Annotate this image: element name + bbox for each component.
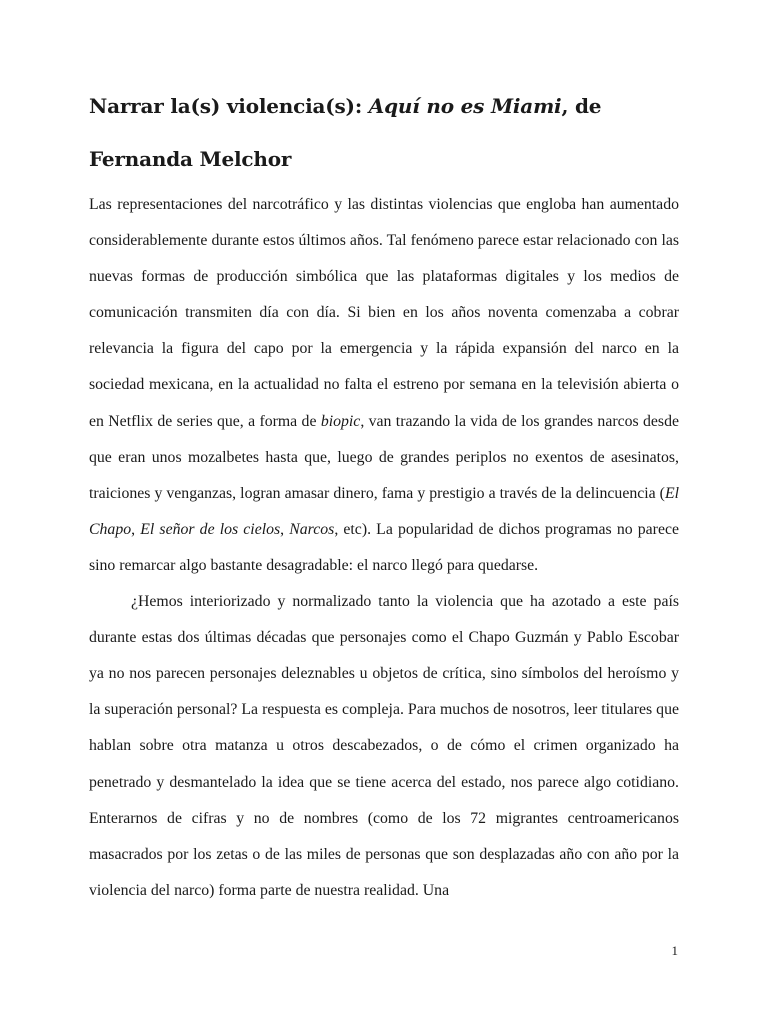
- paragraph-1: [89, 187, 679, 584]
- series-title-el-chapo: El Chapo: [89, 484, 679, 538]
- title-book-name: Aquí no es Miami: [368, 94, 562, 118]
- document-title: [89, 80, 689, 186]
- paragraph-1-separator-2: ,: [280, 520, 290, 538]
- paragraph-1-text-b: , van trazando la vida de los grandes narcos desde que eran unos mozalbetes hasta que, luego de grandes periplos no exentos de asesinatos, traiciones y venganzas, logran amasar dinero, fama y prestigio a través de la delincuencia (: [89, 412, 679, 502]
- document-body: [89, 187, 679, 909]
- series-title-el-senor-de-los-cielos: El señor de los cielos: [140, 520, 281, 538]
- paragraph-2: ¿Hemos interiorizado y normalizado tanto la violencia que ha azotado a este país durante estas dos últimas décadas que personajes como el Chapo Guzmán y Pablo Escobar ya no nos parecen personajes deleznables u objetos de crítica, sino símbolos del heroísmo y la superación personal? La respuesta es compleja. Para muchos de nosotros, leer titulares que hablan sobre otra matanza u otros descabezados, o de cómo el crimen organizado ha penetrado y desmantelado la idea que se tiene acerca del estado, nos parece algo cotidiano. Enterarnos de cifras y no de nombres (como de los 72 migrantes centroamericanos masacrados por los zetas o de las miles de personas que son desplazadas año con año por la violencia del narco) forma parte de nuestra realidad. Una: [89, 593, 679, 899]
- title-text-part1: Narrar la(s) violencia(s):: [89, 94, 369, 118]
- term-biopic: biopic: [320, 412, 361, 430]
- series-title-narcos: Narcos: [289, 520, 335, 538]
- title-text-part2: , de Fernanda Melchor: [89, 94, 602, 171]
- paragraph-1-separator-1: ,: [131, 520, 141, 538]
- page-number: 1: [671, 943, 678, 958]
- paragraph-1-text-c: , etc). La popularidad de dichos programas no parece sino remarcar algo bastante desagradable: el narco llegó para quedarse.: [89, 520, 679, 574]
- paragraph-1-text-a: Las representaciones del narcotráfico y las distintas violencias que engloba han aumentado considerablemente durante estos últimos años. Tal fenómeno parece estar relacionado con las nuevas formas de producción simbólica que las plataformas digitales y los medios de comunicación transmiten día con día. Si bien en los años noventa comenzaba a cobrar relevancia la figura del capo por la emergencia y la rápida expansión del narco en la sociedad mexicana, en la actualidad no falta el estreno por semana en la televisión abierta o en Netflix de series que, a forma de: [89, 196, 679, 430]
